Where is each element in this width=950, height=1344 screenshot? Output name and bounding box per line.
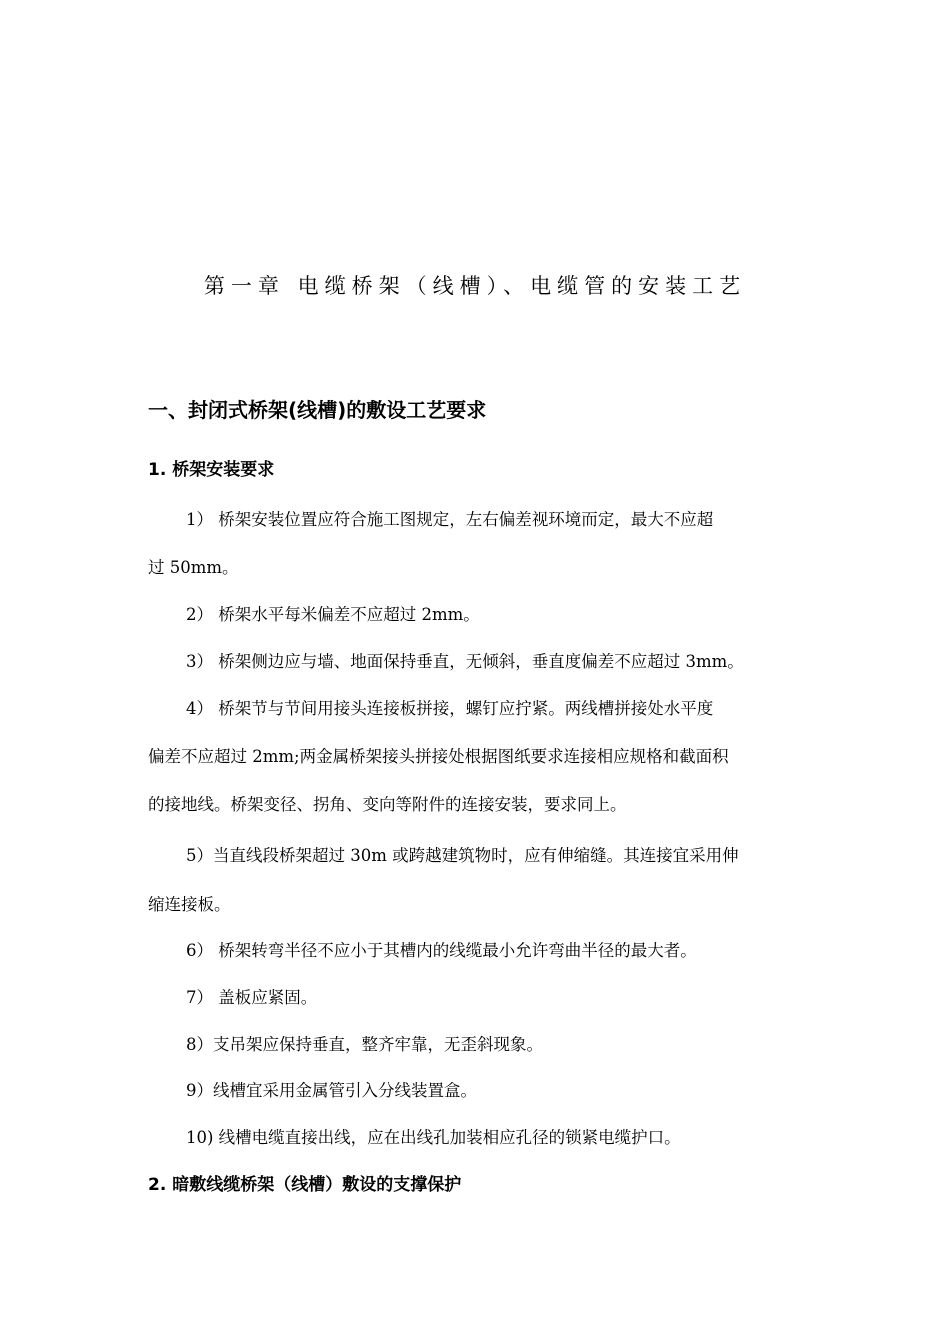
paragraph-line: 4） 桥架节与节间用接头连接板拼接，螺钉应拧紧。两线槽拼接处水平度	[186, 699, 714, 718]
paragraph-line: 9）线槽宜采用金属管引入分线装置盒。	[186, 1081, 477, 1100]
paragraph-line: 3） 桥架侧边应与墙、地面保持垂直，无倾斜，垂直度偏差不应超过 3mm。	[186, 652, 744, 671]
subsection-heading-1: 1. 桥架安装要求	[148, 460, 275, 480]
paragraph-line: 6） 桥架转弯半径不应小于其槽内的线缆最小允许弯曲半径的最大者。	[186, 941, 697, 960]
paragraph-line: 10) 线槽电缆直接出线，应在出线孔加装相应孔径的锁紧电缆护口。	[186, 1128, 681, 1147]
paragraph-line: 8）支吊架应保持垂直，整齐牢靠，无歪斜现象。	[186, 1035, 543, 1054]
paragraph-line: 缩连接板。	[148, 895, 231, 914]
paragraph-line: 的接地线。桥架变径、拐角、变向等附件的连接安装，要求同上。	[148, 795, 627, 814]
paragraph-line: 5）当直线段桥架超过 30m 或跨越建筑物时，应有伸缩缝。其连接宜采用伸	[186, 846, 739, 865]
subsection-heading-2: 2. 暗敷线缆桥架（线槽）敷设的支撑保护	[148, 1175, 462, 1195]
paragraph-line: 7） 盖板应紧固。	[186, 988, 318, 1007]
paragraph-line: 偏差不应超过 2mm;两金属桥架接头拼接处根据图纸要求连接相应规格和截面积	[148, 747, 729, 766]
paragraph-line: 过 50mm。	[148, 558, 239, 577]
paragraph-line: 2） 桥架水平每米偏差不应超过 2mm。	[186, 605, 480, 624]
section-heading: 一、封闭式桥架(线槽)的敷设工艺要求	[148, 398, 487, 422]
chapter-title: 第一章 电缆桥架（线槽）、电缆管的安装工艺	[203, 274, 747, 298]
paragraph-line: 1） 桥架安装位置应符合施工图规定，左右偏差视环境而定，最大不应超	[186, 510, 714, 529]
